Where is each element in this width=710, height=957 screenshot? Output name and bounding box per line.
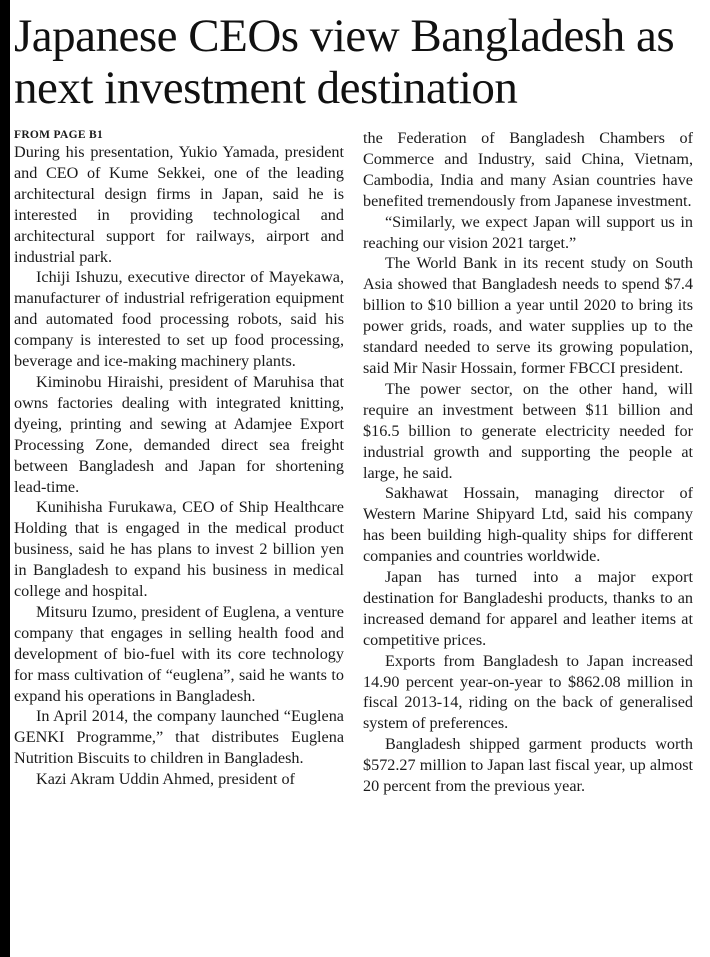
paragraph: Sakhawat Hossain, managing director of Western Marine Shipyard Ltd, said his company has been building high-quality ships for different companies and countries worldwide. bbox=[363, 484, 693, 566]
headline: Japanese CEOs view Bangladesh as next investment destination bbox=[14, 10, 675, 114]
page-edge-bar bbox=[0, 0, 10, 957]
article-column-left bbox=[14, 128, 344, 790]
paragraph: The power sector, on the other hand, will require an investment between $11 billion and $16.5 billion to generate electricity needed for industrial growth and supporting the people at large, he said. bbox=[363, 379, 693, 482]
paragraph: Ichiji Ishuzu, executive director of Mayekawa, manufacturer of industrial refrigeration equipment and automated food processing robots, said his company is interested to set up food processing, beverage and ice-making machinery plants. bbox=[14, 268, 344, 371]
paragraph: “Similarly, we expect Japan will support us in reaching our vision 2021 target.” bbox=[363, 212, 693, 252]
paragraph: Kazi Akram Uddin Ahmed, president of bbox=[36, 770, 295, 789]
paragraph: the Federation of Bangladesh Chambers of Commerce and Industry, said China, Vietnam, Cambodia, India and many Asian countries have benefited tremendously from Japanese investment. bbox=[363, 129, 693, 210]
paragraph: The World Bank in its recent study on South Asia showed that Bangladesh needs to spend $7.4 billion to $10 billion a year until 2020 to bring its power grids, roads, and water supplies up to the standard needed to serve its growing population, said Mir Nasir Hossain, former FBCCI president. bbox=[363, 254, 693, 377]
article-column-right bbox=[363, 128, 693, 797]
paragraph: Kunihisha Furukawa, CEO of Ship Healthcare Holding that is engaged in the medical product business, said he has plans to invest 2 billion yen in Bangladesh to expand his business in medical college and hospital. bbox=[14, 498, 344, 601]
paragraph: Exports from Bangladesh to Japan increased 14.90 percent year-on-year to $862.08 million in fiscal 2013-14, riding on the back of generalised system of preferences. bbox=[363, 651, 693, 733]
paragraph: During his presentation, Yukio Yamada, president and CEO of Kume Sekkei, one of the leading architectural design firms in Japan, said he is interested in providing technological and architectural support for railways, airport and industrial park. bbox=[14, 143, 344, 266]
paragraph: Kiminobu Hiraishi, president of Maruhisa that owns factories dealing with integrated knitting, dyeing, printing and sewing at Adamjee Export Processing Zone, demanded direct sea freight between Bangladesh and Japan for shortening lead-time. bbox=[14, 372, 344, 496]
from-page-label: FROM PAGE B1 bbox=[14, 129, 103, 141]
paragraph: Japan has turned into a major export destination for Bangladeshi products, thanks to an increased demand for apparel and leather items at competitive prices. bbox=[363, 568, 693, 649]
paragraph: Bangladesh shipped garment products worth $572.27 million to Japan last fiscal year, up almost 20 percent from the previous year. bbox=[363, 735, 693, 796]
paragraph: In April 2014, the company launched “Euglena GENKI Programme,” that distributes Euglena Nutrition Biscuits to children in Bangladesh. bbox=[14, 707, 344, 768]
paragraph: Mitsuru Izumo, president of Euglena, a venture company that engages in selling health food and development of bio-fuel with its core technology for mass cultivation of “euglena”, said he wants to expand his operations in Bangladesh. bbox=[14, 602, 344, 705]
